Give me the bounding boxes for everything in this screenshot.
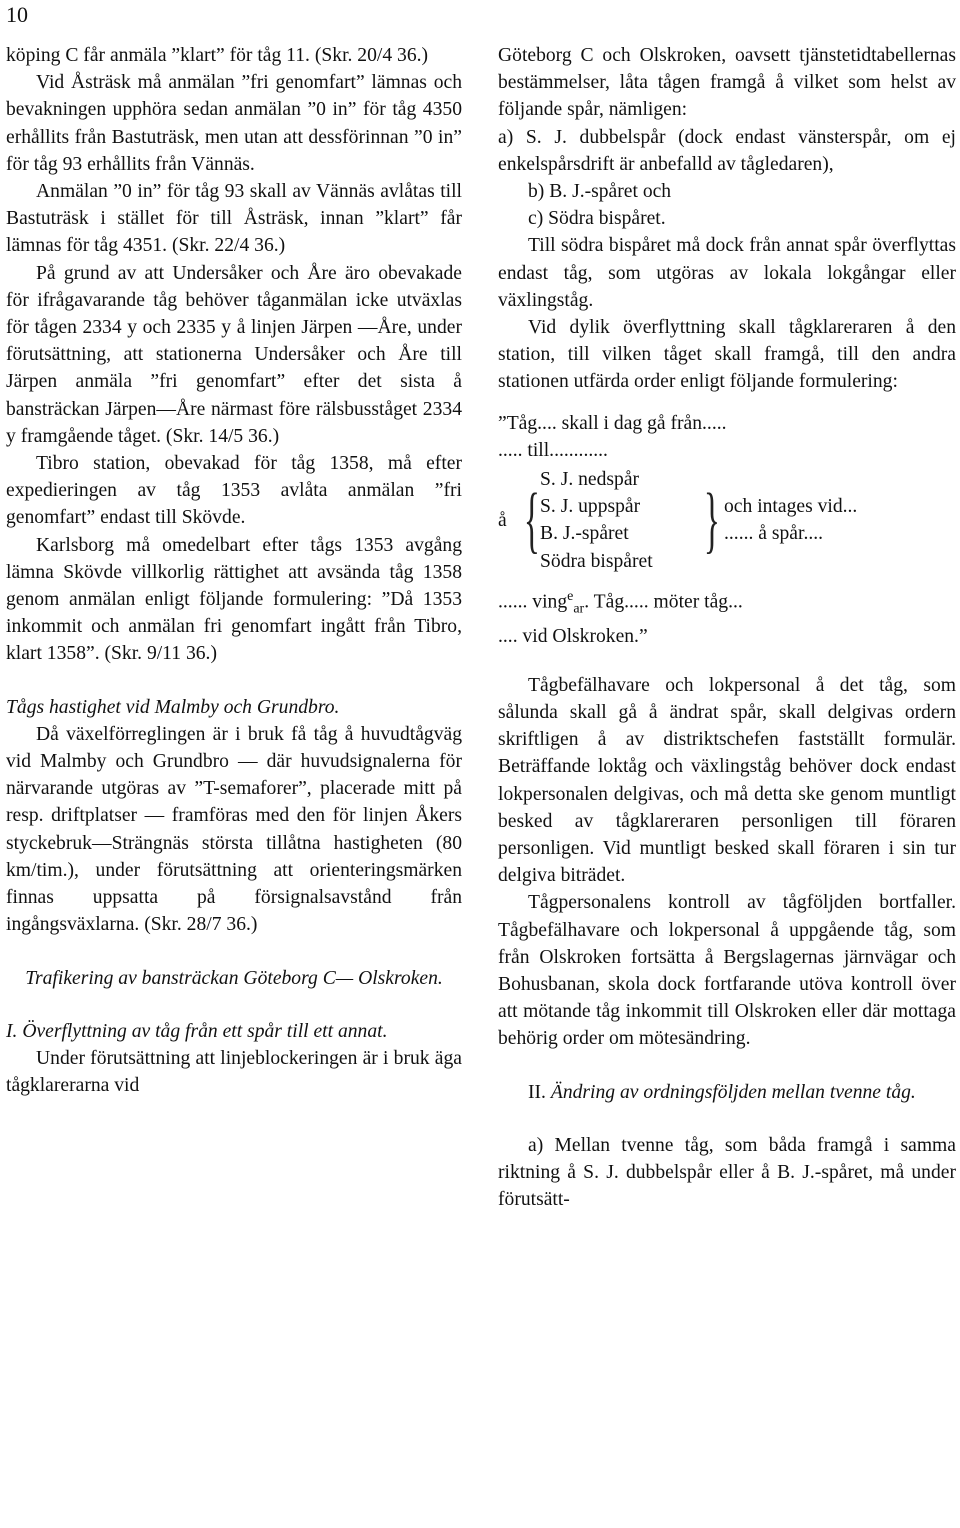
page-number: 10 <box>6 2 28 27</box>
spacer <box>498 1106 956 1132</box>
right-column-bottom <box>498 672 956 1214</box>
section-heading: Tågs hastighet vid Malmby och Grundbro. <box>6 696 340 718</box>
paragraph: Anmälan ”0 in” för tåg 93 skall av Vännäs avlåtas till Bastuträsk i stället för till Åsträsk, innan ”klart” får lämnas för tåg 4351. (Skr. 22/4 36.) <box>6 181 462 257</box>
paragraph: Göteborg C och Olskroken, oavsett tjänstetidtabellernas bestämmelser, låta tågen framgå å vilket som helst av följande spår, nämligen: <box>498 45 956 121</box>
paragraph: Tibro station, obevakad för tåg 1358, må efter expedieringen av tåg 1353 avlåta anmälan ”fri genomfart” endast till Skövde. <box>6 453 462 529</box>
spacer <box>6 992 462 1018</box>
brace-item: Södra bispåret <box>540 550 653 572</box>
paragraph: b) B. J.-spåret och <box>528 181 672 203</box>
section-heading: I. Överflyttning av tåg från ett spår till ett annat. <box>6 1020 388 1042</box>
right-brace-icon: } <box>703 479 720 562</box>
paragraph: Vid dylik överflyttning skall tågklareraren å den station, till vilken tåget skall framgå, till den andra stationen utfärda order enligt följande formulering: <box>498 317 956 393</box>
spacer <box>6 939 462 965</box>
paragraph: Karlsborg må omedelbart efter tågs 1353 avgång lämna Skövde villkorlig rättighet att avsända tåg 1358 genom anmälan enligt följande formulering: ”Då 1353 inkommit och anmälan fri genomfart ingått från Tibro, klart 1358”. (Skr. 9/11 36.) <box>6 534 462 665</box>
section-title: Ändring av ordningsföljden mellan tvenne tåg. <box>550 1081 916 1103</box>
brace-prefix: å <box>498 509 507 531</box>
section-heading <box>498 1079 956 1106</box>
brace-item: S. J. nedspår <box>540 469 640 491</box>
right-column <box>498 42 956 1213</box>
section-number: II. <box>528 1081 546 1103</box>
paragraph: På grund av att Undersåker och Åre äro obevakade för ifrågavarande tåg behöver tåganmälan icke utväxlas för tågen 2334 y och 2335 y å linjen Järpen —Åre, under förutsättning, att stationerna Undersåker och Åre till Järpen anmäla ”fri genomfart” efter det sista å bansträckan Järpen—Åre närmast före rälsbusståget 2334 y framgående tåget. (Skr. 14/5 36.) <box>6 262 462 447</box>
form-line-3-post: . Tåg..... möter tåg... <box>584 591 743 613</box>
paragraph: Då växelförreglingen är i bruk få tåg å huvudtågväg vid Malmby och Grundbro — där huvudsignalerna för närvarande utgöras av ”T-semaforer”, placerade mitt på resp. driftplatser — framföras med den för linjen Åkers styckebruk—Strängnäs största tillåtna hastigheten (80 km/tim.), under förutsättning att orienteringsmärken finnas uppsatta på försignalsavstånd från ingångsväxlarna. (Skr. 28/7 36.) <box>6 723 462 936</box>
form-line-1: ”Tåg.... skall i dag gå från..... <box>498 412 727 434</box>
brace-right-line-1: och intages vid... <box>724 496 858 518</box>
form-line-3-pre: ...... ving <box>498 591 568 613</box>
left-brace-icon: { <box>523 479 540 562</box>
right-column-top <box>498 42 956 396</box>
form-brace-block <box>498 466 956 575</box>
paragraph: a) Mellan tvenne tåg, som båda framgå i samma riktning å S. J. dubbelspår eller å B. J.-spåret, må under förutsätt- <box>498 1134 956 1211</box>
paragraph: köping C får anmäla ”klart” för tåg 11. (Skr. 20/4 36.) <box>6 45 429 66</box>
form-line-4: .... vid Olskroken.” <box>498 625 648 647</box>
brace-right-text <box>724 466 956 574</box>
form-line-3 <box>498 583 956 623</box>
brace-right-line-2: ...... å spår.... <box>724 523 824 545</box>
paragraph: Till södra bispåret må dock från annat spår överflyttas endast tåg, som utgöras av lokala lokgångar eller växlingståg. <box>498 235 956 311</box>
left-column <box>6 42 462 1099</box>
form-line-3-sup: e <box>567 588 574 604</box>
paragraph: Tågpersonalens kontroll av tågföljden bortfaller. Tågbefälhavare och lokpersonal å uppgående tåg, som från Olskroken fortsätta å Bergslagernas järnvägar och Bohusbanan, skola dock fortfarande utöva kontroll över att mötande tåg inkommit till Olskroken eller där mottaga behörig order om mötesändring. <box>498 892 956 1050</box>
paragraph: Vid Åsträsk må anmälan ”fri genomfart” lämnas och bevakningen upphöra sedan anmälan ”0 in” för tåg 4350 erhållits från Bastuträsk, men utan att dessförinnan ”0 in” för tåg 93 erhållits från Vännäs. <box>6 72 462 175</box>
spacer <box>498 1053 956 1079</box>
paragraph: Under förutsättning att linjeblockeringen är i bruk äga tågklarerarna vid <box>6 1047 462 1097</box>
form-line-3-sub: ar <box>573 601 585 617</box>
order-form <box>498 410 956 650</box>
section-heading: Trafikering av bansträckan Göteborg C— Olskroken. <box>25 967 443 989</box>
spacer <box>6 668 462 694</box>
brace-item: S. J. uppspår <box>540 496 641 518</box>
paragraph: a) S. J. dubbelspår (dock endast vänsterspår, om ej enkelspårsdrift är anbefalld av tågledaren), <box>498 126 956 175</box>
paragraph: c) Södra bispåret. <box>528 208 666 230</box>
paragraph: Tågbefälhavare och lokpersonal å det tåg, som sålunda skall gå å ändrat spår, skall delgivas ordern skriftligen å av distriktschefen fastställt formulär. Beträffande loktåg och växlingståg behöver dock endast lokpersonalen delgivas, och må detta ske genom muntligt besked av tågklareraren personligen till föraren personligen. Vid muntligt besked skall föraren i sin tur delgiva biträdet. <box>498 674 956 887</box>
brace-track-list <box>540 466 696 575</box>
form-line-2: ..... till............ <box>498 439 608 461</box>
brace-item: B. J.-spåret <box>540 523 629 545</box>
